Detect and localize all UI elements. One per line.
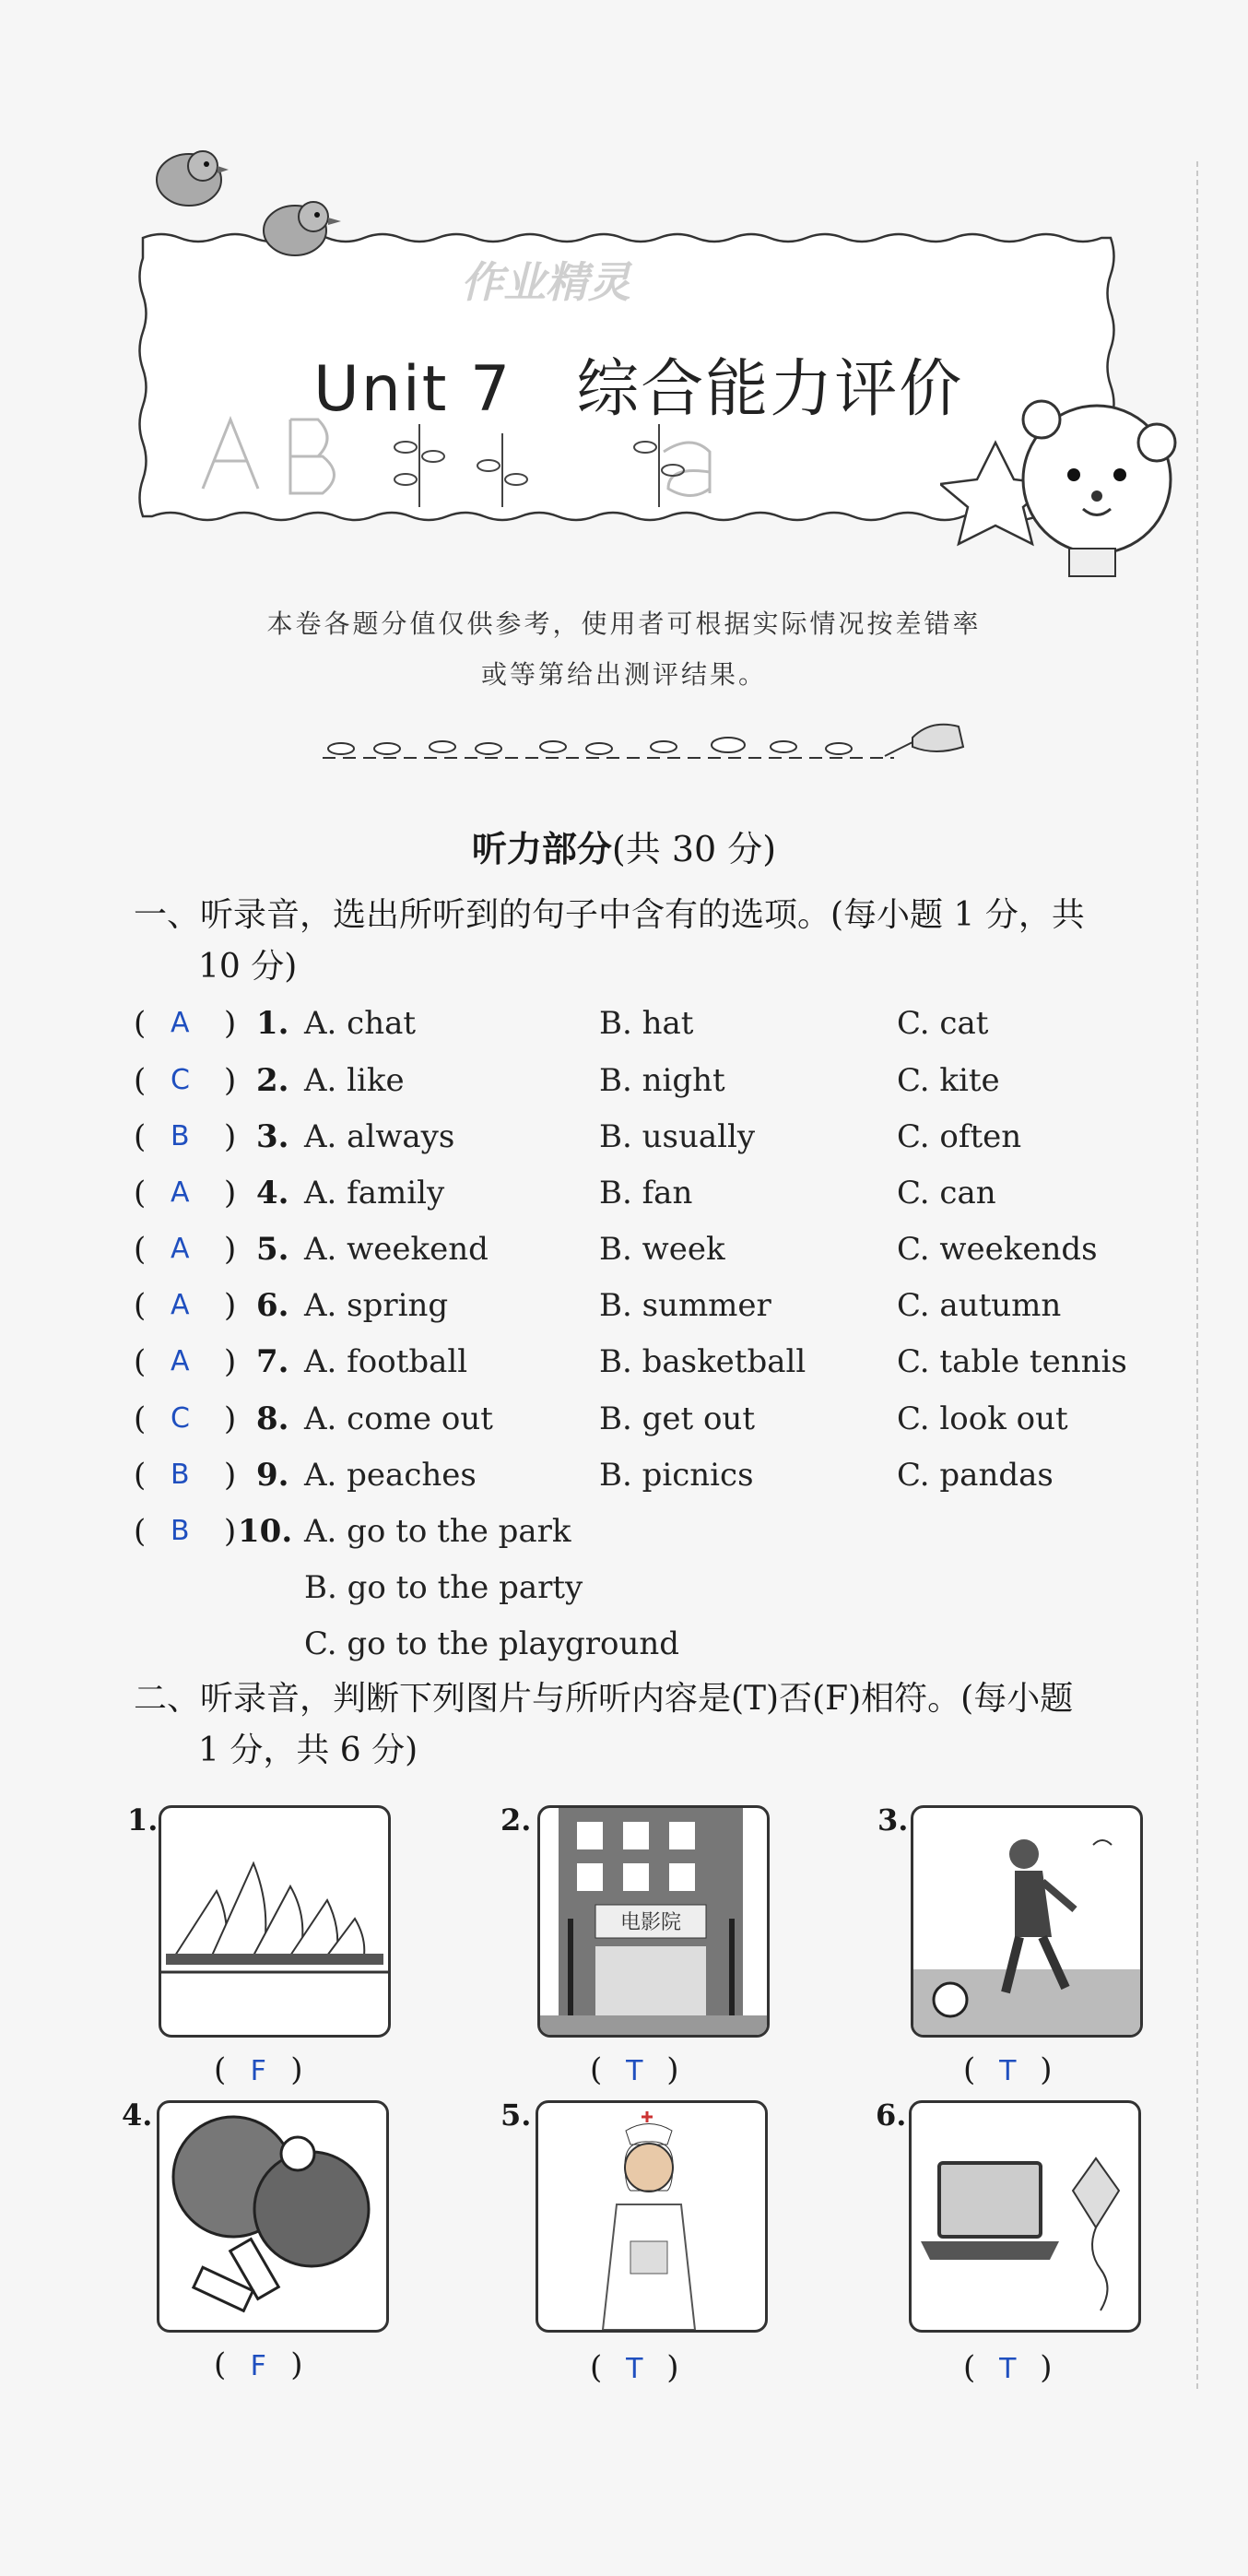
question-row <box>134 1118 1175 1164</box>
answer-letter: A <box>171 1233 190 1265</box>
option-c: C. look out <box>897 1400 1068 1437</box>
answer-letter: C <box>171 1064 190 1096</box>
answer-parens-close: ) <box>224 1231 237 1268</box>
answer-parens-close: ) <box>224 1457 237 1494</box>
answer-letter: F <box>250 2055 266 2087</box>
option-a: A. always <box>304 1118 455 1155</box>
question-row <box>134 1343 1175 1389</box>
answer-letter: B <box>171 1459 190 1491</box>
question-number: 7. <box>256 1343 289 1380</box>
picture-number-2: 2. <box>500 1802 532 1837</box>
option-a: A. football <box>304 1343 468 1380</box>
question-number: 8. <box>256 1400 289 1437</box>
answer-letter: A <box>171 1289 190 1321</box>
part2-heading-line2: 1 分，共 6 分) <box>198 1731 418 1769</box>
answer-letter: F <box>250 2350 266 2382</box>
answer-parens-close: ) <box>224 1343 237 1380</box>
option-b: B. night <box>599 1062 725 1099</box>
answer-parens: ( <box>134 1343 147 1380</box>
question-row <box>134 1287 1175 1333</box>
picture-answer-5: ( T ) <box>590 2349 679 2386</box>
part2-heading-line1: 二、听录音，判断下列图片与所听内容是(T)否(F)相符。(每小题 <box>134 1680 1074 1718</box>
part1-heading-line2: 10 分) <box>198 948 298 986</box>
answer-parens: ( <box>134 1513 147 1550</box>
answer-letter: A <box>171 1007 190 1039</box>
picture-number-6: 6. <box>876 2097 907 2133</box>
picture-number-3: 3. <box>877 1802 909 1837</box>
option-b: B. get out <box>599 1400 755 1437</box>
option-c: C. pandas <box>897 1457 1054 1494</box>
picture-answer-6: ( T ) <box>963 2349 1053 2386</box>
question-number: 5. <box>256 1231 289 1268</box>
answer-letter: A <box>171 1176 190 1209</box>
answer-parens: ( <box>134 1175 147 1211</box>
question-row <box>134 1062 1175 1108</box>
page-edge-line <box>1196 161 1198 2393</box>
answer-parens: ( <box>134 1005 147 1042</box>
picture-box-6 <box>909 2100 1141 2333</box>
answer-parens: ( <box>134 1118 147 1155</box>
option-b: B. usually <box>599 1118 756 1155</box>
option-c: C. can <box>897 1175 996 1211</box>
answer-letter: A <box>171 1345 190 1377</box>
birds-icon <box>138 129 359 286</box>
question-number: 6. <box>256 1287 289 1324</box>
ping-pong-paddles-icon <box>159 2103 386 2330</box>
section-title-bold: 听力部分 <box>471 828 612 869</box>
picture-number-1: 1. <box>127 1802 159 1837</box>
intro-line-2: 或等第给出测评结果。 <box>480 659 767 690</box>
picture-box-3 <box>911 1805 1143 2038</box>
picture-number-4: 4. <box>122 2097 153 2133</box>
option-a: A. family <box>304 1175 445 1211</box>
question-row <box>134 1175 1175 1221</box>
question-row <box>134 1625 1175 1672</box>
picture-number-5: 5. <box>500 2097 532 2133</box>
answer-parens: ( <box>134 1287 147 1324</box>
option-b: B. basketball <box>599 1343 806 1380</box>
answer-letter: T <box>999 2055 1017 2087</box>
picture-box-4 <box>157 2100 389 2333</box>
answer-parens: ( <box>134 1400 147 1437</box>
answer-letter: B <box>171 1120 190 1152</box>
answer-parens: ( <box>134 1231 147 1268</box>
sprout-line-icon <box>323 701 968 774</box>
answer-parens-close: ) <box>224 1175 237 1211</box>
cinema-sign: 电影院 <box>619 1911 682 1934</box>
option-a: A. weekend <box>304 1231 489 1268</box>
question-number: 2. <box>256 1062 289 1099</box>
option-a: A. spring <box>304 1287 449 1324</box>
question-number: 9. <box>256 1457 289 1494</box>
question-row <box>134 1231 1175 1277</box>
question-row <box>134 1400 1175 1447</box>
question-row <box>134 1457 1175 1503</box>
answer-parens-close: ) <box>224 1118 237 1155</box>
answer-letter: B <box>171 1515 190 1547</box>
part2-heading <box>134 1673 1166 1777</box>
option-a: A. chat <box>304 1005 417 1042</box>
picture-answer-3: ( T ) <box>963 2051 1053 2088</box>
option-c: C. autumn <box>897 1287 1062 1324</box>
question-row <box>134 1005 1175 1051</box>
answer-parens-close: ) <box>224 1400 237 1437</box>
option-c: C. table tennis <box>897 1343 1127 1380</box>
option-a: A. like <box>304 1062 405 1099</box>
answer-parens-close: ) <box>224 1287 237 1324</box>
page-title: Unit 7 综合能力评价 <box>313 353 964 426</box>
intro-line-1: 本卷各题分值仅供参考，使用者可根据实际情况按差错率 <box>266 609 982 639</box>
answer-letter: C <box>171 1402 190 1435</box>
answer-parens: ( <box>134 1062 147 1099</box>
opera-house-icon <box>161 1808 388 2035</box>
question-number: 3. <box>256 1118 289 1155</box>
question-number: 10. <box>238 1513 293 1550</box>
picture-box-2 <box>537 1805 770 2038</box>
watermark: 作业精灵 <box>461 257 630 307</box>
option-c: C. weekends <box>897 1231 1098 1268</box>
girl-playing-football-icon <box>913 1808 1140 2035</box>
bear-mascot-icon <box>940 387 1189 599</box>
answer-parens-close: ) <box>224 1513 237 1550</box>
section-title-score: (共 30 分) <box>611 829 777 869</box>
answer-parens: ( <box>134 1457 147 1494</box>
option-b: B. fan <box>599 1175 693 1211</box>
option-c: C. often <box>897 1118 1022 1155</box>
question-number: 4. <box>256 1175 289 1211</box>
answer-parens-close: ) <box>224 1062 237 1099</box>
option-b: B. week <box>599 1231 725 1268</box>
option-c: C. go to the playground <box>304 1625 680 1662</box>
option-b: B. picnics <box>599 1457 754 1494</box>
option-b: B. go to the party <box>304 1569 583 1606</box>
listening-section-title <box>0 821 1248 871</box>
option-a: A. come out <box>304 1400 493 1437</box>
picture-answer-2: ( T ) <box>590 2051 679 2088</box>
option-c: C. cat <box>897 1005 989 1042</box>
option-a: A. peaches <box>304 1457 477 1494</box>
picture-answer-4: ( F ) <box>214 2346 303 2383</box>
question-row <box>134 1513 1175 1559</box>
picture-box-1 <box>159 1805 391 2038</box>
option-b: B. hat <box>599 1005 694 1042</box>
question-row <box>134 1569 1175 1615</box>
option-b: B. summer <box>599 1287 771 1324</box>
cinema-building-icon <box>540 1808 767 2035</box>
answer-letter: T <box>626 2353 643 2385</box>
part1-heading-line1: 一、听录音，选出所听到的句子中含有的选项。(每小题 1 分，共 <box>134 896 1085 934</box>
option-c: C. kite <box>897 1062 1000 1099</box>
answer-parens-close: ) <box>224 1005 237 1042</box>
picture-box-5 <box>536 2100 768 2333</box>
picture-answer-1: ( F ) <box>214 2051 303 2088</box>
option-a: A. go to the park <box>304 1513 571 1550</box>
question-number: 1. <box>256 1005 289 1042</box>
laptop-and-kite-icon <box>912 2103 1138 2330</box>
nurse-icon <box>538 2103 765 2330</box>
part1-heading <box>134 890 1166 993</box>
answer-letter: T <box>999 2353 1017 2385</box>
answer-letter: T <box>626 2055 643 2087</box>
